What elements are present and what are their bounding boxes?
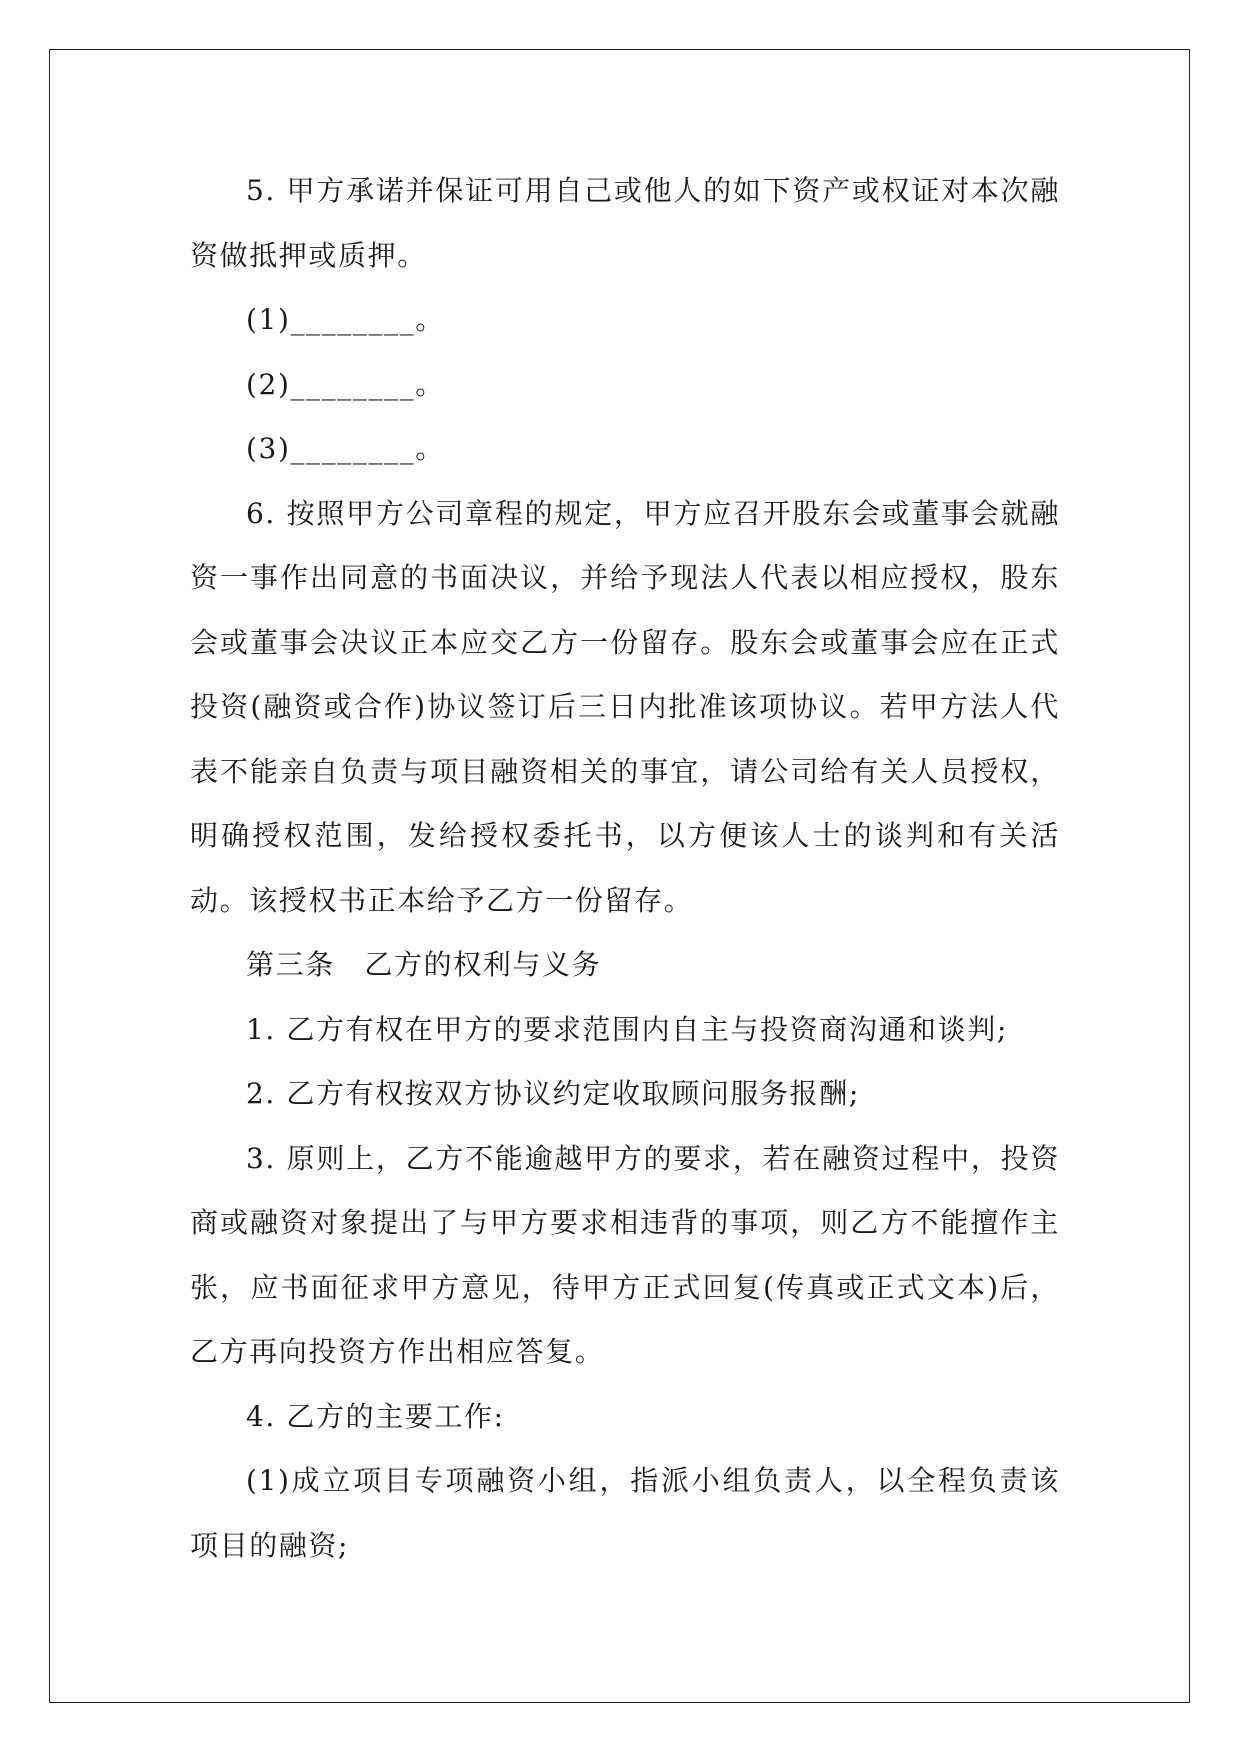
paragraph-item-2-blank: (2)________。 [246, 367, 445, 401]
paragraph-party-b-4-item-1: (1)成立项目专项融资小组，指派小组负责人，以全程负责该项目的融资; [190, 1464, 1060, 1562]
paragraph-clause-6: 6. 按照甲方公司章程的规定，甲方应召开股东会或董事会就融资一事作出同意的书面决议，并给予现法人代表以相应授权，股东会或董事会决议正本应交乙方一份留存。股东会或董事会应在正式投资(融资或合作)协议签订后三日内批准该项协议。若甲方法人代表不能亲自负责与项目融资相关的事宜，请公司给有关人员授权，明确授权范围，发给授权委托书，以方便该人士的谈判和有关活动。该授权书正本给予乙方一份留存。 [190, 496, 1060, 917]
paragraph-party-b-2: 2. 乙方有权按双方协议约定收取顾问服务报酬; [246, 1077, 860, 1110]
paragraph-item-1-blank: (1)________。 [246, 303, 445, 336]
paragraph-party-b-4: 4. 乙方的主要工作: [246, 1399, 505, 1433]
document-body [190, 159, 1060, 1578]
paragraph-party-b-3: 3. 原则上，乙方不能逾越甲方的要求，若在融资过程中，投资商或融资对象提出了与甲方要求相违背的事项，则乙方不能擅作主张，应书面征求甲方意见，待甲方正式回复(传真或正式文本)后，乙方再向投资方作出相应答复。 [190, 1141, 1060, 1368]
paragraph-clause-5: 5. 甲方承诺并保证可用自己或他人的如下资产或权证对本次融资做抵押或质押。 [190, 174, 1060, 272]
paragraph-item-3-blank: (3)________。 [246, 432, 445, 465]
section-heading-article-3: 第三条 乙方的权利与义务 [246, 948, 602, 981]
paragraph-party-b-1: 1. 乙方有权在甲方的要求范围内自主与投资商沟通和谈判; [246, 1012, 1008, 1046]
